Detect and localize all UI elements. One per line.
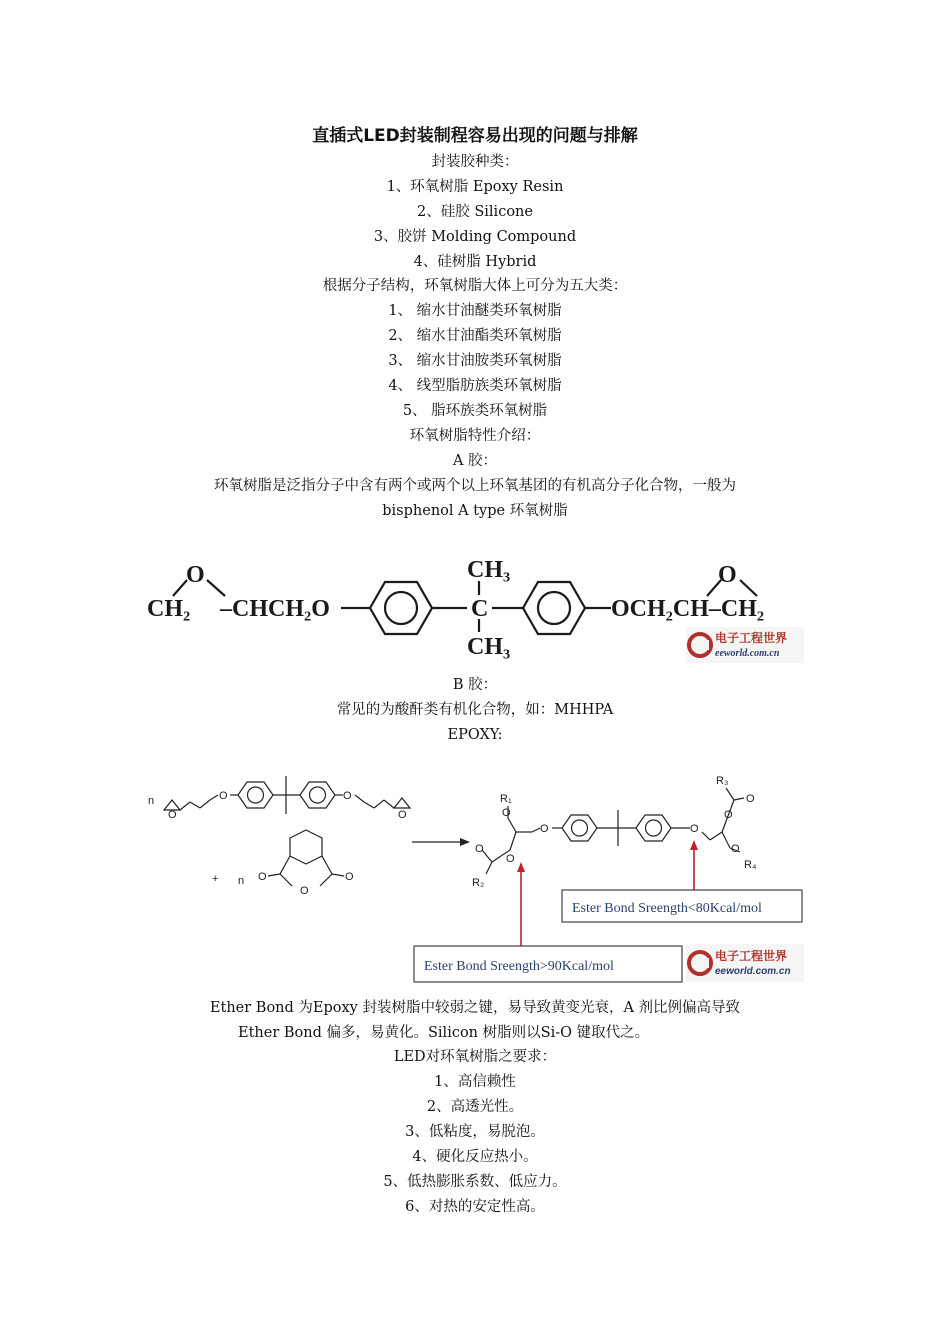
requirement-item: 1、高信赖性 xyxy=(434,1074,516,1090)
oxygen-label: O xyxy=(540,823,549,835)
ether-bond-note-cont: Ether Bond 偏多，易黄化。Silicon 树脂则以Si-O 键取代之。 xyxy=(238,1025,650,1041)
oxygen-label: O xyxy=(398,809,407,821)
epoxy-class-heading: 根据分子结构，环氧树脂大体上可分为五大类： xyxy=(322,278,628,294)
reactant-diepoxide xyxy=(164,776,410,814)
glue-type-item: 2、硅胶 Silicone xyxy=(417,204,533,220)
epoxy-curing-reaction-figure xyxy=(140,770,810,988)
ester-bond-low-text: Ester Bond Sreength<80Kcal/mol xyxy=(572,901,762,916)
oxygen-label: O xyxy=(506,853,515,865)
benzene-aromatic-right xyxy=(538,592,570,624)
bisphenol-a-structure-figure xyxy=(145,552,810,667)
ch2-left: CH₂ xyxy=(147,596,191,622)
ester-bond-high-text: Ester Bond Sreength>90Kcal/mol xyxy=(424,959,614,974)
reaction-arrow xyxy=(412,838,470,846)
oxygen-label: O xyxy=(690,823,699,835)
r4-label: R₄ xyxy=(744,859,757,871)
watermark-en: eeworld.com.cn xyxy=(715,966,791,977)
a-glue-description-cont: bisphenol A type 环氧树脂 xyxy=(382,503,568,519)
watermark-cn: 电子工程世界 xyxy=(715,631,788,645)
ester-bond-arrow-left xyxy=(517,862,525,946)
reactant-anhydride xyxy=(268,830,344,886)
och2chch2-group: OCH₂CH–CH₂ xyxy=(611,596,765,622)
ch3-bottom: CH₃ xyxy=(467,634,511,660)
epoxide-bond-right-a xyxy=(707,580,721,596)
ester-bond-arrow-right xyxy=(690,840,698,890)
ester-bond-high-box xyxy=(414,946,682,982)
oxygen-label: O xyxy=(258,871,267,883)
ether-bond-note: Ether Bond 为Epoxy 封装树脂中较弱之键，易导致黄变光衰，A 剂比例偏高导致 xyxy=(209,1000,741,1016)
oxygen-label: O xyxy=(746,793,755,805)
oxygen-label: O xyxy=(502,807,511,819)
page-title: 直插式LED封装制程容易出现的问题与排解 xyxy=(312,126,638,146)
benzene-ring-right xyxy=(523,582,585,634)
epoxy-class-item: 1、 缩水甘油醚类环氧树脂 xyxy=(388,303,562,319)
requirement-item: 4、硬化反应热小。 xyxy=(412,1149,538,1165)
n-coefficient-bottom: n xyxy=(238,875,245,887)
eeworld-watermark xyxy=(686,627,804,663)
plus-sign: + xyxy=(212,873,219,885)
epoxy-label: EPOXY: xyxy=(447,727,503,743)
glue-type-item: 3、胶饼 Molding Compound xyxy=(373,229,577,245)
benzene-ring-left xyxy=(370,582,432,634)
epoxy-class-item: 3、 缩水甘油胺类环氧树脂 xyxy=(388,353,562,369)
glue-type-item: 1、环氧树脂 Epoxy Resin xyxy=(386,179,564,195)
epoxide-bond-left-b xyxy=(207,580,225,596)
requirement-item: 2、高透光性。 xyxy=(426,1099,524,1115)
r1-label: R₁ xyxy=(500,793,512,805)
oxygen-label: O xyxy=(475,843,484,855)
epoxide-oxygen-left: O xyxy=(186,562,205,588)
eeworld-watermark xyxy=(686,944,804,982)
glue-types-heading: 封装胶种类： xyxy=(431,154,519,170)
epoxy-class-item: 5、 脂环族类环氧树脂 xyxy=(402,403,548,419)
epoxy-class-item: 2、 缩水甘油酯类环氧树脂 xyxy=(388,328,562,344)
n-coefficient-top: n xyxy=(148,795,155,807)
b-glue-label: B 胶： xyxy=(452,677,498,693)
glue-type-item: 4、硅树脂 Hybrid xyxy=(413,254,537,270)
ester-bond-low-box xyxy=(562,890,802,922)
oxygen-label: O xyxy=(345,871,354,883)
requirement-item: 3、低粘度，易脱泡。 xyxy=(405,1124,545,1140)
epoxide-bond-left-a xyxy=(173,580,187,596)
oxygen-label: O xyxy=(168,809,177,821)
requirement-item: 5、低热膨胀系数、低应力。 xyxy=(383,1174,567,1190)
requirement-item: 6、对热的安定性高。 xyxy=(405,1199,545,1215)
epoxy-class-item: 4、 线型脂肪族类环氧树脂 xyxy=(388,378,562,394)
oxygen-label: O xyxy=(724,809,733,821)
a-glue-description: 环氧树脂是泛指分子中含有两个或两个以上环氧基团的有机高分子化合物，一般为 xyxy=(214,478,736,494)
chch2o-group: –CHCH₂O xyxy=(220,596,330,622)
quaternary-carbon: C xyxy=(471,596,489,622)
epoxide-oxygen-right: O xyxy=(718,562,737,588)
oxygen-label: O xyxy=(219,790,228,802)
oxygen-label: O xyxy=(731,843,740,855)
watermark-en: eeworld.com.cn xyxy=(715,648,780,659)
oxygen-label: O xyxy=(300,885,309,897)
watermark-cn: 电子工程世界 xyxy=(715,949,788,963)
a-glue-label: A 胶： xyxy=(452,453,498,469)
b-glue-description: 常见的为酸酐类有机化合物，如：MHHPA xyxy=(336,702,614,718)
benzene-aromatic-left xyxy=(385,592,417,624)
oxygen-label: O xyxy=(343,790,352,802)
properties-heading: 环氧树脂特性介绍： xyxy=(409,428,541,444)
r2-label: R₂ xyxy=(472,877,485,889)
ch3-top: CH₃ xyxy=(467,557,511,583)
r3-label: R₃ xyxy=(716,775,729,787)
requirements-heading: LED对环氧树脂之要求： xyxy=(393,1049,557,1065)
product-polymer xyxy=(482,788,744,874)
epoxide-bond-right-b xyxy=(740,580,757,596)
